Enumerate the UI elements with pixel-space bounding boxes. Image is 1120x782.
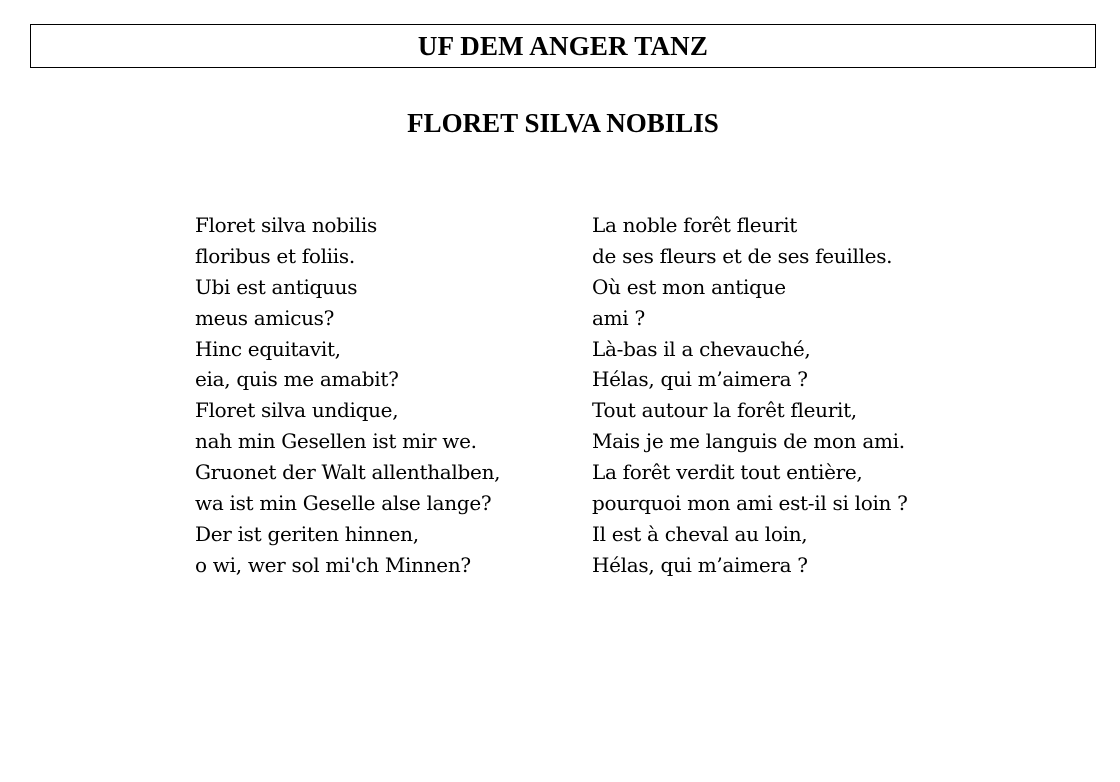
original-line: floribus et foliis. <box>195 243 355 268</box>
translation-line: Où est mon antique <box>592 274 786 299</box>
translation-line: La forêt verdit tout entière, <box>592 460 863 485</box>
translation-text-column <box>592 210 1012 581</box>
section-header-box <box>30 24 1096 68</box>
original-line: wa ist min Geselle alse lange? <box>195 491 492 516</box>
original-line: Gruonet der Walt allenthalben, <box>195 460 501 485</box>
translation-line: La noble forêt fleurit <box>592 213 798 237</box>
original-line: eia, quis me amabit? <box>195 367 399 392</box>
translation-line: Mais je me languis de mon ami. <box>592 429 905 454</box>
original-line: Der ist geriten hinnen, <box>195 521 419 546</box>
original-line: nah min Gesellen ist mir we. <box>195 429 477 454</box>
translation-line: Là-bas il a chevauché, <box>592 336 811 361</box>
original-line: Floret silva undique, <box>195 398 399 423</box>
translation-line: pourquoi mon ami est-il si loin ? <box>592 491 908 516</box>
translation-line: Hélas, qui m’aimera ? <box>592 552 808 577</box>
original-line: Ubi est antiquus <box>195 274 358 299</box>
original-line: meus amicus? <box>195 305 335 330</box>
original-line: Floret silva nobilis <box>195 213 377 237</box>
translation-line: ami ? <box>592 305 645 330</box>
original-text-column <box>195 210 575 581</box>
original-line: o wi, wer sol mi'ch Minnen? <box>195 552 471 577</box>
translation-line: Tout autour la forêt fleurit, <box>592 398 857 423</box>
original-line: Hinc equitavit, <box>195 336 341 361</box>
song-title: FLORET SILVA NOBILIS <box>407 108 719 138</box>
translation-line: Hélas, qui m’aimera ? <box>592 367 808 392</box>
translation-line: Il est à cheval au loin, <box>592 521 808 546</box>
translation-line: de ses fleurs et de ses feuilles. <box>592 243 893 268</box>
section-title: UF DEM ANGER TANZ <box>417 30 709 61</box>
